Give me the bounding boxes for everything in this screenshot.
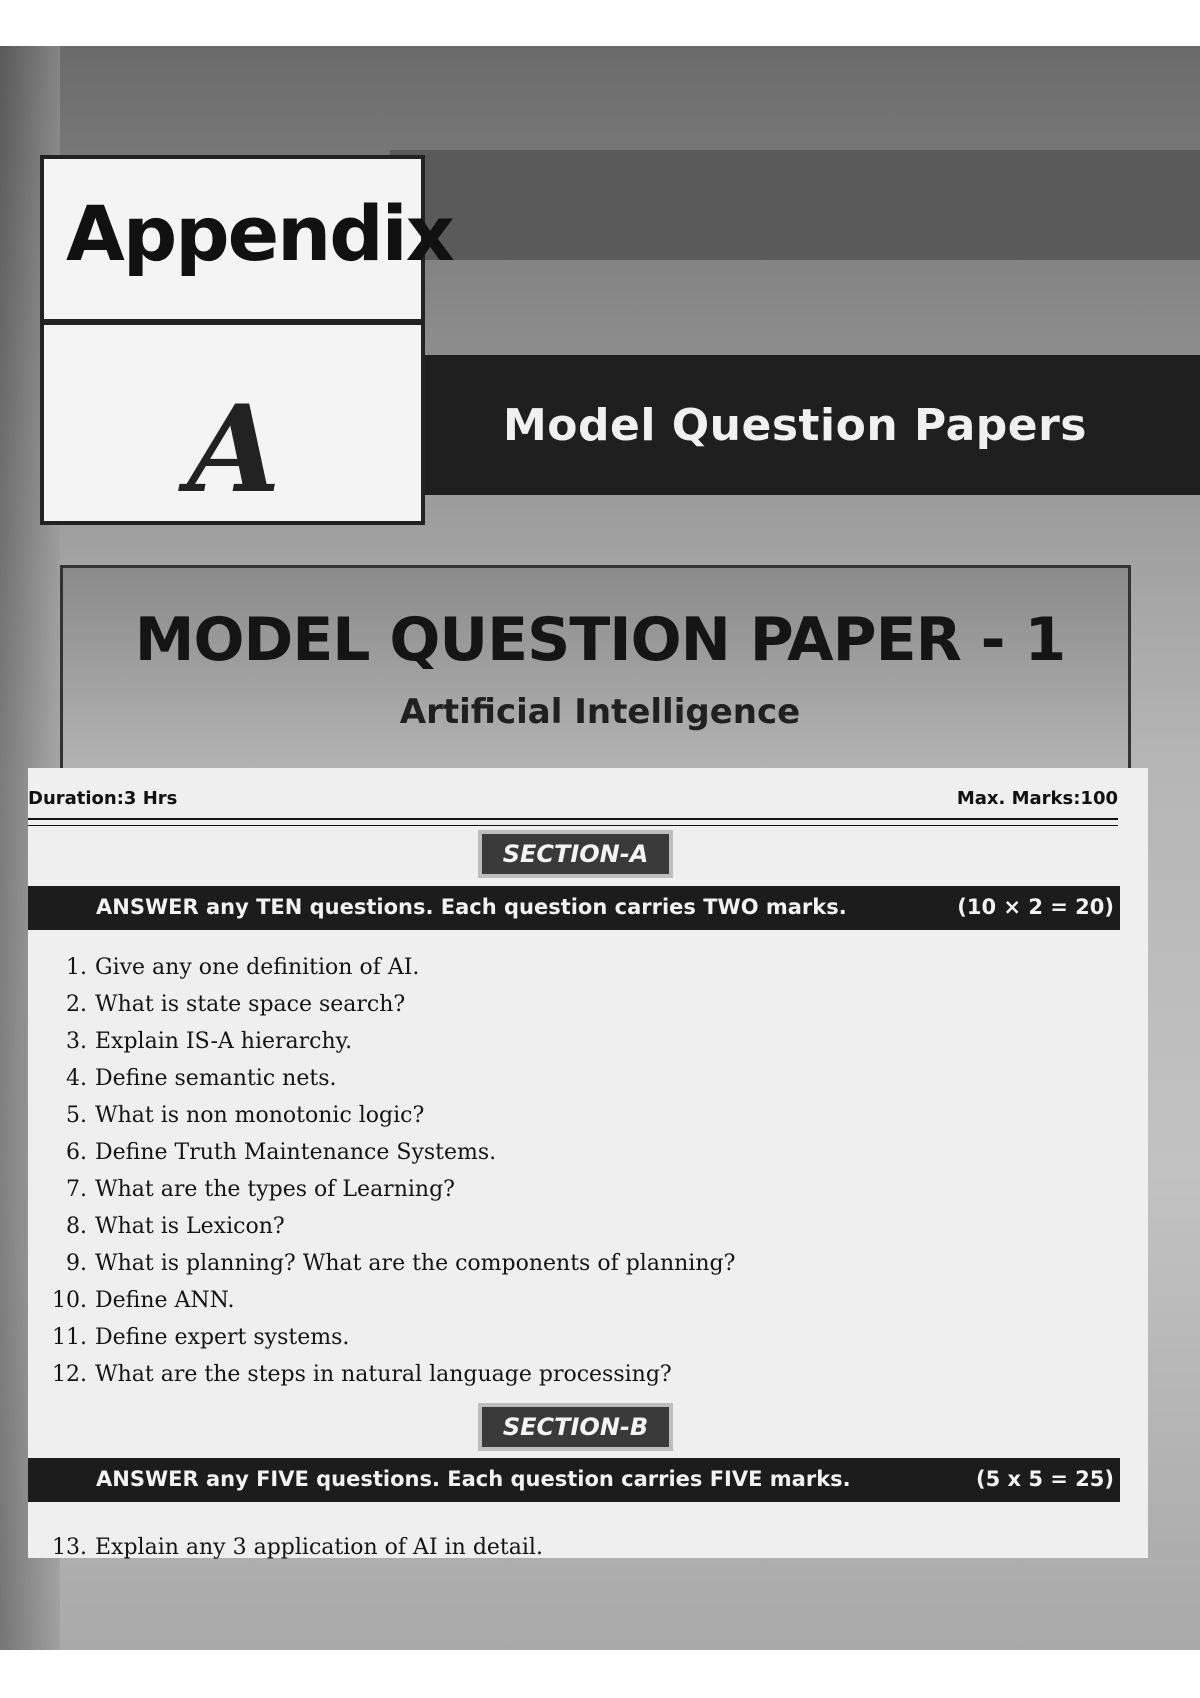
question-item [45,1140,1045,1165]
question-text: Define expert systems. [95,1325,350,1350]
divider-line [28,825,1118,826]
question-text: What is non monotonic logic? [95,1103,425,1128]
question-text: Define Truth Maintenance Systems. [95,1140,497,1165]
question-text: Define ANN. [95,1288,235,1313]
section-a-instruction-bar [28,886,1120,930]
section-a-marks: (10 × 2 = 20) [957,895,1114,919]
question-number: 2. [66,992,87,1017]
question-item [45,1535,1045,1560]
question-item [45,1325,1045,1350]
question-number: 8. [66,1214,87,1239]
question-item [45,1251,1045,1276]
question-number: 11. [52,1325,87,1350]
question-number: 1. [66,955,87,980]
appendix-divider [44,319,421,325]
max-marks-label: Max. Marks:100 [956,788,1118,809]
question-item [45,1066,1045,1091]
question-text: Give any one definition of AI. [95,955,420,980]
question-number: 6. [66,1140,87,1165]
question-text: What is Lexicon? [95,1214,285,1239]
question-text: Explain any 3 application of AI in detail. [95,1535,543,1560]
question-item [45,1177,1045,1202]
question-number: 4. [66,1066,87,1091]
question-text: What are the types of Learning? [95,1177,455,1202]
question-number: 5. [66,1103,87,1128]
question-number: 12. [52,1362,87,1387]
section-b-instruction-bar [28,1458,1120,1502]
question-item [45,1103,1045,1128]
question-text: What are the steps in natural language processing? [95,1362,672,1387]
divider-line [28,818,1118,820]
question-number: 13. [52,1535,87,1560]
title-frame [60,565,1131,801]
question-text: What is planning? What are the components of planning? [95,1251,736,1276]
banner-title: Model Question Papers [503,399,1087,451]
duration-label: Duration:3 Hrs [28,788,178,809]
question-number: 10. [52,1288,87,1313]
section-b-marks: (5 x 5 = 25) [975,1467,1114,1491]
section-b-instruction: ANSWER any FIVE questions. Each question carries FIVE marks. [96,1467,851,1491]
question-text: What is state space search? [95,992,406,1017]
question-item [45,1288,1045,1313]
appendix-card [40,155,453,525]
section-b-tag: SECTION-B [478,1403,673,1451]
question-number: 3. [66,1029,87,1054]
appendix-word: Appendix [66,189,453,278]
question-item [45,992,1045,1017]
question-item [45,1029,1045,1054]
paper-title: MODEL QUESTION PAPER - 1 [134,605,1066,675]
section-a-instruction: ANSWER any TEN questions. Each question carries TWO marks. [96,895,847,919]
appendix-letter: A [187,378,281,520]
question-item [45,1362,1045,1387]
question-item [45,1214,1045,1239]
banner [420,355,1200,495]
question-item [45,955,1045,980]
question-number: 7. [66,1177,87,1202]
header-band [390,150,1200,260]
question-text: Explain IS-A hierarchy. [95,1029,353,1054]
question-text: Define semantic nets. [95,1066,337,1091]
section-a-tag: SECTION-A [478,830,673,878]
question-number: 9. [66,1251,87,1276]
paper-subject: Artificial Intelligence [399,692,801,732]
